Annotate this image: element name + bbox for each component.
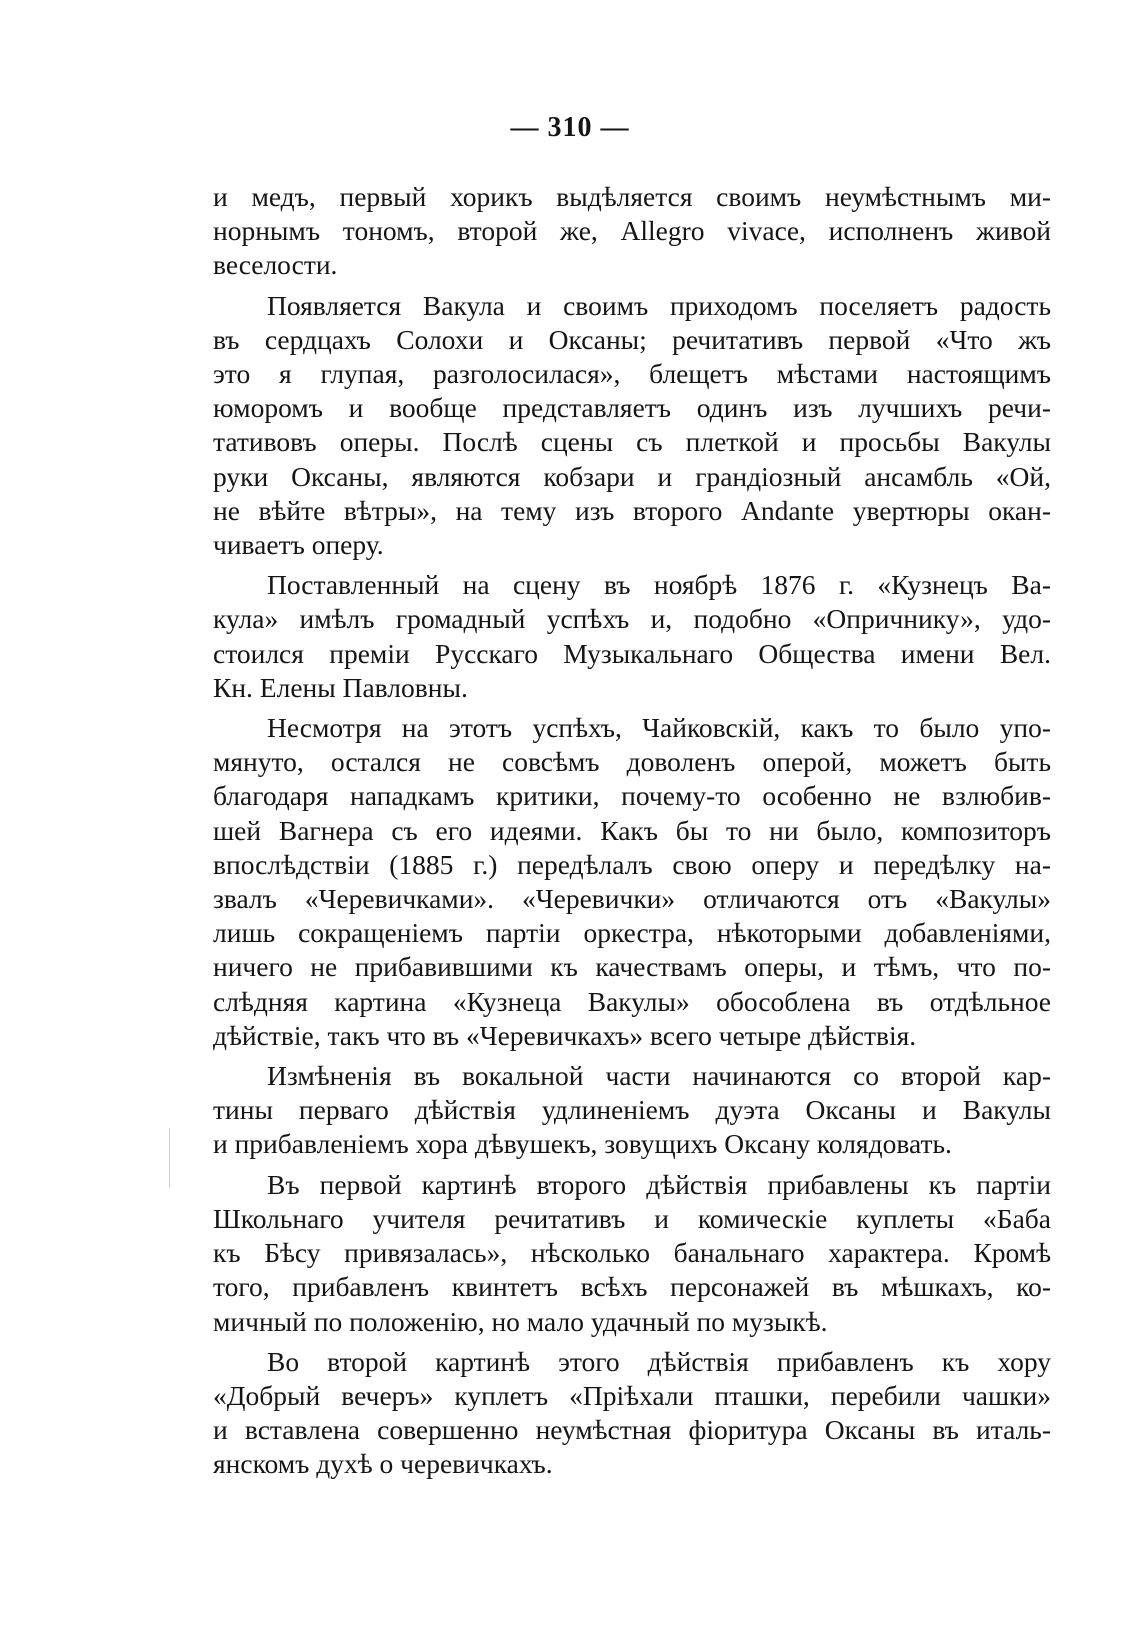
text-line: и вставлена совершенно неумѣстная фіоритура Оксаны въ италь- (213, 1414, 1051, 1446)
paragraph-5 (213, 1059, 1051, 1162)
text-line: Измѣненія въ вокальной части начинаются со второй кар- (267, 1060, 1051, 1092)
text-line: въ сердцахъ Солохи и Оксаны; речитативъ первой «Что жъ (213, 323, 1051, 355)
paragraph-1 (213, 180, 1051, 283)
text-line: это я глупая, разголосилася», блещетъ мѣстами настоящимъ (213, 358, 1051, 390)
text-line: стоился преміи Русскаго Музыкальнаго Общества имени Вел. (213, 637, 1051, 669)
text-line: Появляется Вакула и своимъ приходомъ поселяетъ радость (267, 289, 1051, 321)
text-line: звалъ «Черевичками». «Черевички» отличаются отъ «Вакулы» (213, 883, 1051, 915)
text-line: тины перваго дѣйствія удлиненіемъ дуэта Оксаны и Вакулы (213, 1094, 1051, 1126)
text-line: Во второй картинѣ этого дѣйствія прибавленъ къ хору (267, 1345, 1051, 1377)
text-line: Въ первой картинѣ второго дѣйствія прибавлены къ партіи (267, 1168, 1051, 1200)
text-line: руки Оксаны, являются кобзари и грандіозный ансамбль «Ой, (213, 460, 1051, 492)
text-line: къ Бѣсу привязалась», нѣсколько банальнаго характера. Кромѣ (213, 1237, 1051, 1269)
text-line: шей Вагнера съ его идеями. Какъ бы то ни было, композиторъ (213, 814, 1051, 846)
text-line: лишь сокращеніемъ партіи оркестра, нѣкоторыми добавленіями, (213, 917, 1051, 949)
text-line: юморомъ и вообще представляетъ одинъ изъ лучшихъ речи- (213, 392, 1051, 424)
text-line: дѣйствіе, такъ что въ «Черевичкахъ» всего четыре дѣйствія. (213, 1019, 917, 1051)
text-line: Кн. Елены Павловны. (213, 671, 468, 703)
text-line: и медъ, первый хорикъ выдѣляется своимъ неумѣстнымъ ми- (213, 181, 1051, 212)
page-number: — 310 — (510, 112, 630, 143)
text-line: и прибавленіемъ хора дѣвушекъ, зовущихъ Оксану колядовать. (213, 1128, 952, 1160)
text-line: кула» имѣлъ громадный успѣхъ и, подобно «Опричнику», удо- (213, 603, 1051, 635)
text-line: ничего не прибавившими къ качествамъ оперы, и тѣмъ, что по- (213, 951, 1051, 983)
text-line: не вѣйте вѣтры», на тему изъ второго Andante увертюры окан- (213, 494, 1051, 526)
text-line: мичный по положенію, но мало удачный по музыкѣ. (213, 1305, 828, 1337)
body-text (213, 180, 1051, 1482)
text-line: слѣдняя картина «Кузнеца Вакулы» обособлена въ отдѣльное (213, 985, 1051, 1017)
text-line: Несмотря на этотъ успѣхъ, Чайковскій, какъ то было упо- (267, 712, 1051, 744)
text-line: янскомъ духѣ о черевичкахъ. (213, 1448, 553, 1480)
paragraph-6 (213, 1168, 1051, 1339)
text-line: мянуто, остался не совсѣмъ доволенъ оперой, можетъ быть (213, 746, 1051, 778)
text-line: Школьнаго учителя речитативъ и комическіе куплеты «Баба (213, 1202, 1051, 1234)
paragraph-4 (213, 711, 1051, 1053)
text-line: впослѣдствіи (1885 г.) передѣлалъ свою оперу и передѣлку на- (213, 848, 1051, 880)
text-line: норнымъ тономъ, второй же, Allegro vivace, исполненъ живой (213, 215, 1051, 247)
text-line: веселости. (213, 249, 338, 281)
text-line: «Добрый вечеръ» куплетъ «Пріѣхали пташки, перебили чашки» (213, 1379, 1051, 1411)
margin-mark (169, 1128, 170, 1188)
text-line: тативовъ оперы. Послѣ сцены съ плеткой и просьбы Вакулы (213, 426, 1051, 458)
paragraph-2 (213, 289, 1051, 563)
text-line: Поставленный на сцену въ ноябрѣ 1876 г. «Кузнецъ Ва- (267, 569, 1051, 601)
text-line: благодаря нападкамъ критики, почему-то особенно не взлюбив- (213, 780, 1051, 812)
paragraph-3 (213, 568, 1051, 705)
text-line: чиваетъ оперу. (213, 529, 384, 561)
paragraph-7 (213, 1345, 1051, 1482)
text-line: того, прибавленъ квинтетъ всѣхъ персонажей въ мѣшкахъ, ко- (213, 1271, 1051, 1303)
